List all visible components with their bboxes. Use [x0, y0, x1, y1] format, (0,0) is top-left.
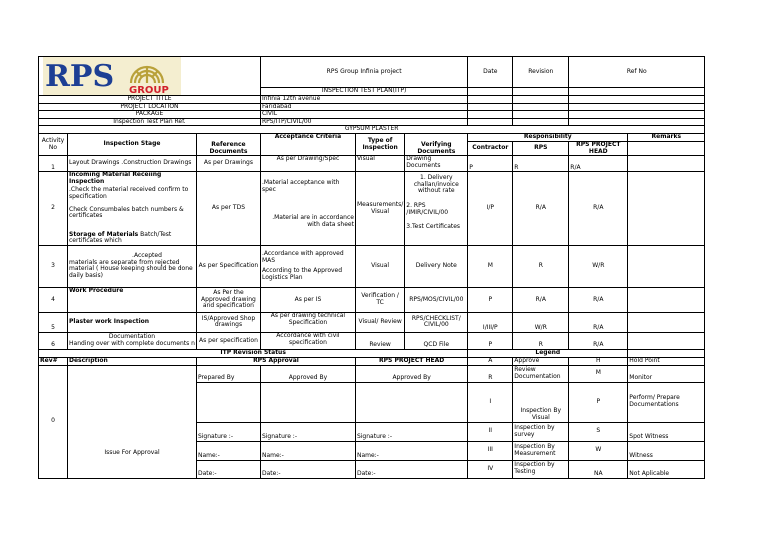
legend-text: Perform/ Prepare Documentations	[628, 382, 705, 422]
legend-code: IV	[468, 460, 513, 478]
legend-text: Inspection by survey	[513, 422, 569, 441]
legend-text: Inspection By Visual	[513, 382, 569, 422]
approved-by: Approved By	[260, 365, 355, 382]
legend-code: I	[468, 382, 513, 422]
legend-text: Not Aplicable	[628, 460, 705, 478]
doc-title: INSPECTION TEST PLAN(ITP)	[260, 88, 467, 96]
info-value: Faridabad	[260, 103, 467, 111]
col-stage: Inspection Stage	[68, 133, 197, 155]
info-label: PROJECT TITLE	[39, 96, 261, 104]
date-field[interactable]: Date:-	[355, 460, 467, 478]
stage-cell: Documentation Handing over with complete documents n	[68, 332, 197, 349]
company-logo	[39, 57, 260, 95]
date-label: Date	[468, 57, 513, 88]
name-field[interactable]: Name:-	[196, 441, 260, 460]
legend-code: H	[569, 357, 628, 365]
ref-label: Ref No	[569, 57, 705, 88]
revision-title: ITP Revision Status	[39, 349, 468, 357]
table-row: 6 Documentation Handing over with complete documents n As per specification Accordance with civil specification Review QCD File P R R/A	[39, 332, 705, 349]
col-remarks: Remarks	[628, 133, 705, 141]
legend-text: Hold Point	[628, 357, 705, 365]
revision-label: Revision	[513, 57, 569, 88]
stage-cell: Incoming Material Receiing Inspection .Check the material received confirm to specification Check Consumbales batch numbers & certificates Storage of Materials Batch/Test certificates which	[68, 172, 197, 246]
legend-code: S	[569, 422, 628, 441]
table-row: 3 .Accepted materials are separate from rejected material ( House keeping should be done daily basis) As per Specification .Accordance with approved MAS According to the Approved Logistics Plan Visual Delivery Note M R W/R	[39, 245, 705, 287]
table-row: 4 Work Procedure As Per the Approved drawing and specification As per IS Verification / TC RPS/MOS/CIVIL/00 P R/A R/A	[39, 287, 705, 312]
desc-label: Description	[68, 357, 197, 365]
rps-logo-icon	[43, 57, 181, 95]
head-approved-by: Approved By	[355, 365, 467, 382]
info-value: CIVIL	[260, 111, 467, 119]
info-label: Inspection Test Plan Ref.	[39, 118, 261, 126]
col-rps: RPS	[513, 141, 569, 155]
legend-code: III	[468, 441, 513, 460]
prepared-by: Prepared By	[196, 365, 260, 382]
approval-label: RPS Approval	[196, 357, 355, 365]
svg-text:RPS: RPS	[45, 59, 115, 94]
head-label: RPS PROJECT HEAD	[355, 357, 467, 365]
col-acceptance: Acceptance Criteria	[260, 133, 355, 155]
stage-cell: Plaster work Inspection	[68, 312, 197, 332]
col-reference: Reference Documents	[196, 133, 260, 155]
legend-code: II	[468, 422, 513, 441]
issue-description: Issue For Approval	[104, 449, 160, 457]
col-activity: Activity No	[39, 133, 68, 155]
legend-title: Legend	[468, 349, 628, 357]
legend-code: A	[468, 357, 513, 365]
col-verifying: Verifying Documents	[405, 133, 468, 155]
info-label: PROJECT LOCATION	[39, 103, 261, 111]
info-value: RPS/ITP/CIVIL/00	[260, 118, 467, 126]
signature-field[interactable]: Signature :-	[196, 422, 260, 441]
rev-number: 0	[39, 365, 68, 478]
date-value	[468, 88, 513, 96]
table-row: 5 Plaster work Inspection IS/Approved Shop drawings As per drawing technical Specification Visual/ Review RPS/CHECKLIST/ CIVIL/00 I/III/P W/R R/A	[39, 312, 705, 332]
name-field[interactable]: Name:-	[260, 441, 355, 460]
itp-sheet	[38, 56, 705, 479]
signature-field[interactable]: Signature :-	[355, 422, 467, 441]
legend-code: NA	[569, 460, 628, 478]
date-field[interactable]: Date:-	[196, 460, 260, 478]
legend-code: R	[468, 365, 513, 382]
legend-code: W	[569, 441, 628, 460]
project-name: RPS Group Infinia project	[260, 57, 467, 88]
signature-field[interactable]: Signature :-	[260, 422, 355, 441]
name-field[interactable]: Name:-	[355, 441, 467, 460]
table-row: 2 Incoming Material Receiing Inspection .Check the material received confirm to specification Check Consumbales batch numbers & certificates Storage of Materials Batch/Test certificates which As per TDS .Material acceptance with spec .Material are in accordance with data sheet Measurements/ Visual 1. Delivery challan/invoice without rate 2. RPS /IMIR/CIVIL/00 3.Test Certificates I/P R/A R/A	[39, 172, 705, 246]
legend-text: Review Documentation	[513, 365, 569, 382]
svg-text:GROUP: GROUP	[129, 85, 169, 95]
legend-code: P	[569, 382, 628, 422]
stage-cell: Layout Drawings .Construction Drawings	[68, 156, 197, 172]
col-rps-head: RPS PROJECT HEAD	[569, 141, 628, 155]
info-value: Infinia 12th avenue	[260, 96, 467, 104]
date-field[interactable]: Date:-	[260, 460, 355, 478]
info-label: PACKAGE	[39, 111, 261, 119]
stage-cell: .Accepted materials are separate from rejected material ( House keeping should be done daily basis)	[68, 245, 197, 287]
logo-cell	[39, 57, 261, 96]
ref-value	[569, 88, 705, 96]
col-responsibility: Responsibility	[468, 133, 628, 141]
legend-text: Inspection By Measurement	[513, 441, 569, 460]
legend-text: Spot Witness	[628, 422, 705, 441]
rev-label: Rev#	[39, 357, 68, 365]
legend-text: Monitor	[628, 365, 705, 382]
stage-cell: Work Procedure	[68, 287, 197, 312]
itp-table	[38, 56, 705, 479]
legend-text: Witness	[628, 441, 705, 460]
col-type: Type of Inspection	[355, 133, 404, 155]
revision-value	[513, 88, 569, 96]
table-row: 1 Layout Drawings .Construction Drawings As per Drawings As per Drawing/Spec Visual Drawing Documents P R R/A	[39, 156, 705, 172]
col-contractor: Contractor	[468, 141, 513, 155]
legend-text: Approve	[513, 357, 569, 365]
section-title: GYPSUM PLASTER	[39, 126, 705, 134]
legend-text: Inspection by Testing	[513, 460, 569, 478]
legend-code: M	[569, 365, 628, 382]
